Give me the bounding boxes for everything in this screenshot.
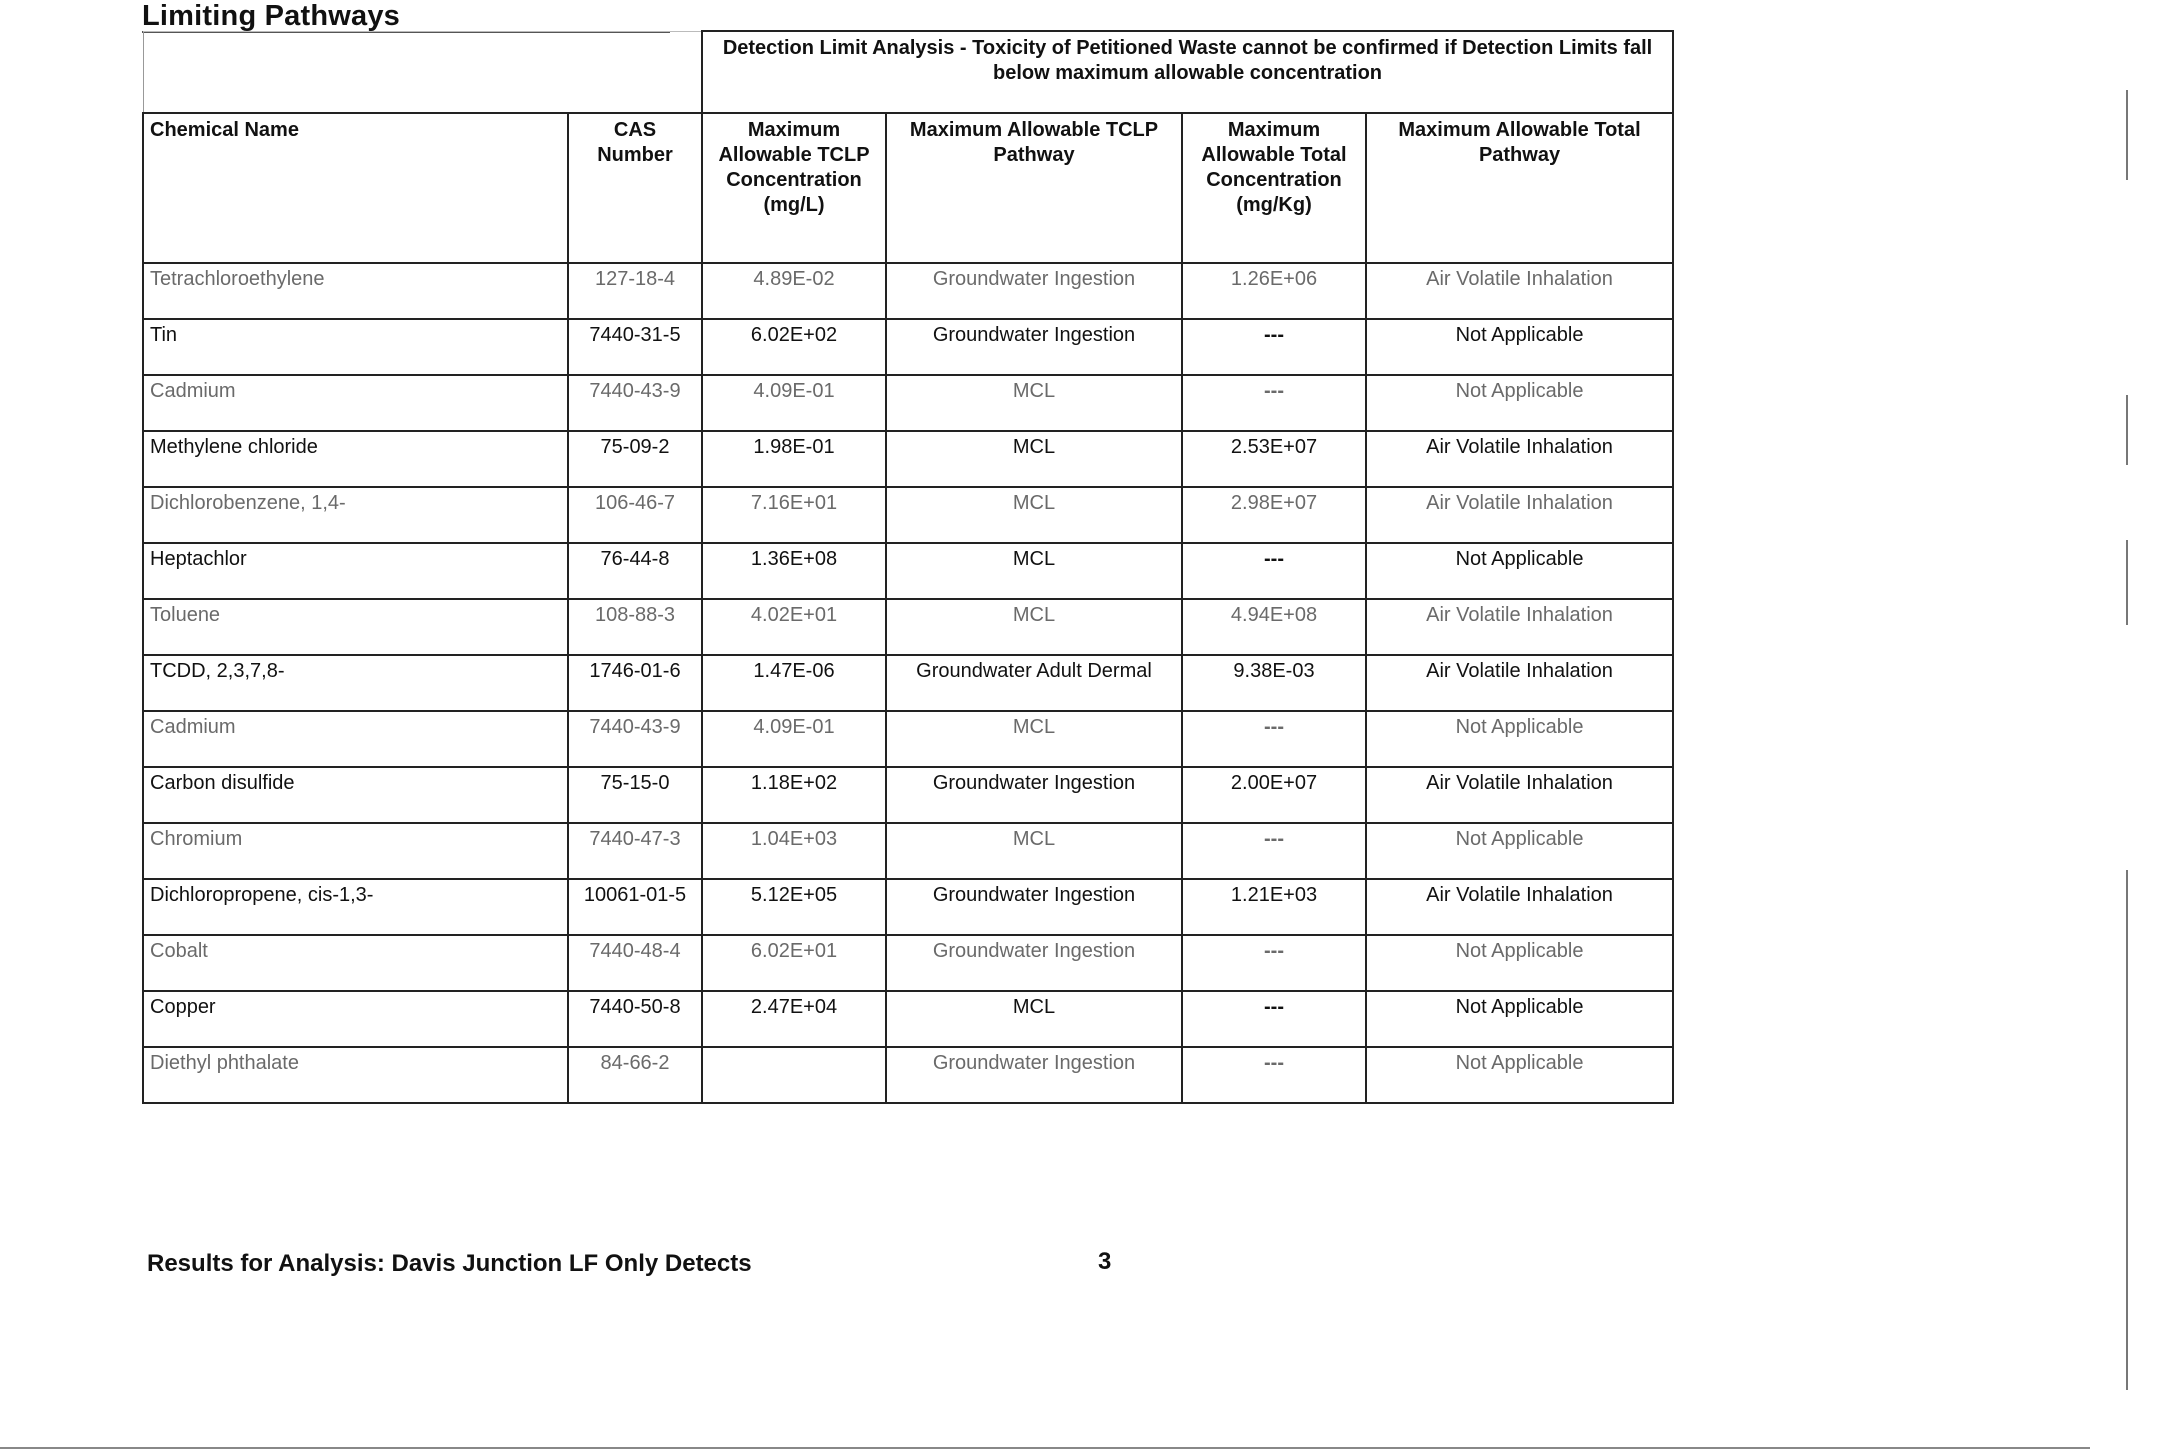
cell-max-tclp-concentration: 4.09E-01 (702, 711, 886, 767)
cell-max-tclp-concentration: 1.04E+03 (702, 823, 886, 879)
table-row (143, 543, 1673, 599)
page-number: 3 (1098, 1248, 1112, 1275)
cell-chemical-name: Dichloropropene, cis-1,3- (143, 879, 568, 935)
cell-max-tclp-concentration: 7.16E+01 (702, 487, 886, 543)
cell-max-total-concentration: --- (1182, 991, 1366, 1047)
cell-max-tclp-pathway: Groundwater Ingestion (886, 263, 1182, 319)
cell-max-total-pathway: Not Applicable (1366, 375, 1673, 431)
cell-max-total-pathway: Not Applicable (1366, 823, 1673, 879)
table-row (143, 375, 1673, 431)
cell-cas-number: 7440-47-3 (568, 823, 702, 879)
banner-empty-cell (143, 31, 702, 113)
cell-max-tclp-concentration: 4.09E-01 (702, 375, 886, 431)
cell-cas-number: 1746-01-6 (568, 655, 702, 711)
cell-max-tclp-concentration: 1.47E-06 (702, 655, 886, 711)
cell-max-total-concentration: 9.38E-03 (1182, 655, 1366, 711)
detection-limit-banner: Detection Limit Analysis - Toxicity of Petitioned Waste cannot be confirmed if Detection Limits fall below maximum allowable concentration (702, 31, 1673, 113)
margin-mark (2126, 90, 2128, 180)
cell-max-total-pathway: Air Volatile Inhalation (1366, 655, 1673, 711)
cell-cas-number: 75-09-2 (568, 431, 702, 487)
header-max-total-pathway: Maximum Allowable Total Pathway (1366, 113, 1673, 263)
cell-max-total-pathway: Air Volatile Inhalation (1366, 599, 1673, 655)
cell-cas-number: 7440-43-9 (568, 711, 702, 767)
cell-chemical-name: Carbon disulfide (143, 767, 568, 823)
cell-max-total-pathway: Not Applicable (1366, 935, 1673, 991)
cell-max-total-pathway: Air Volatile Inhalation (1366, 879, 1673, 935)
margin-mark (2126, 870, 2128, 1390)
cell-max-total-concentration: 2.98E+07 (1182, 487, 1366, 543)
footer-analysis-label: Results for Analysis: Davis Junction LF Only Detects (147, 1250, 752, 1277)
cell-chemical-name: Dichlorobenzene, 1,4- (143, 487, 568, 543)
cell-max-tclp-concentration: 4.89E-02 (702, 263, 886, 319)
cell-max-tclp-pathway: Groundwater Ingestion (886, 319, 1182, 375)
header-max-tclp-pathway: Maximum Allowable TCLP Pathway (886, 113, 1182, 263)
table-row (143, 991, 1673, 1047)
header-row (143, 113, 1673, 263)
table-row (143, 599, 1673, 655)
cell-max-total-concentration: --- (1182, 543, 1366, 599)
cell-max-tclp-pathway: MCL (886, 487, 1182, 543)
cell-max-total-concentration: --- (1182, 319, 1366, 375)
header-max-tclp-concentration: Maximum Allowable TCLP Concentration (mg/L) (702, 113, 886, 263)
cell-max-tclp-pathway: MCL (886, 711, 1182, 767)
cell-max-total-pathway: Air Volatile Inhalation (1366, 767, 1673, 823)
cell-max-total-pathway: Air Volatile Inhalation (1366, 263, 1673, 319)
cell-cas-number: 108-88-3 (568, 599, 702, 655)
cell-max-total-concentration: 2.00E+07 (1182, 767, 1366, 823)
cell-cas-number: 76-44-8 (568, 543, 702, 599)
cell-cas-number: 127-18-4 (568, 263, 702, 319)
cell-max-tclp-pathway: MCL (886, 599, 1182, 655)
cell-max-tclp-concentration: 5.12E+05 (702, 879, 886, 935)
cell-max-tclp-concentration: 4.02E+01 (702, 599, 886, 655)
cell-max-tclp-pathway: Groundwater Ingestion (886, 1047, 1182, 1103)
table-row (143, 1047, 1673, 1103)
cell-chemical-name: Chromium (143, 823, 568, 879)
cell-max-tclp-concentration: 6.02E+01 (702, 935, 886, 991)
cell-cas-number: 7440-48-4 (568, 935, 702, 991)
cell-max-total-pathway: Not Applicable (1366, 319, 1673, 375)
table-row (143, 711, 1673, 767)
header-max-total-concentration: Maximum Allowable Total Concentration (mg/Kg) (1182, 113, 1366, 263)
cell-chemical-name: Diethyl phthalate (143, 1047, 568, 1103)
table-row (143, 655, 1673, 711)
cell-cas-number: 106-46-7 (568, 487, 702, 543)
banner-row (143, 31, 1673, 113)
page-title: Limiting Pathways (142, 0, 400, 32)
cell-cas-number: 7440-50-8 (568, 991, 702, 1047)
cell-max-total-concentration: --- (1182, 823, 1366, 879)
cell-max-total-concentration: 2.53E+07 (1182, 431, 1366, 487)
cell-chemical-name: Toluene (143, 599, 568, 655)
cell-chemical-name: Tetrachloroethylene (143, 263, 568, 319)
cell-max-tclp-pathway: MCL (886, 431, 1182, 487)
cell-cas-number: 84-66-2 (568, 1047, 702, 1103)
cell-max-total-concentration: --- (1182, 935, 1366, 991)
cell-max-total-pathway: Not Applicable (1366, 543, 1673, 599)
margin-mark (2126, 395, 2128, 465)
cell-chemical-name: Methylene chloride (143, 431, 568, 487)
margin-mark (2126, 540, 2128, 625)
table-row (143, 487, 1673, 543)
cell-max-total-concentration: --- (1182, 711, 1366, 767)
cell-cas-number: 75-15-0 (568, 767, 702, 823)
cell-max-tclp-pathway: Groundwater Ingestion (886, 767, 1182, 823)
cell-max-tclp-concentration: 2.47E+04 (702, 991, 886, 1047)
limiting-pathways-table (142, 30, 1674, 1104)
cell-max-tclp-pathway: MCL (886, 543, 1182, 599)
cell-chemical-name: Cobalt (143, 935, 568, 991)
cell-cas-number: 10061-01-5 (568, 879, 702, 935)
cell-max-tclp-pathway: Groundwater Adult Dermal (886, 655, 1182, 711)
cell-max-total-pathway: Air Volatile Inhalation (1366, 431, 1673, 487)
cell-max-tclp-concentration: 1.36E+08 (702, 543, 886, 599)
cell-max-tclp-pathway: MCL (886, 991, 1182, 1047)
table-row (143, 823, 1673, 879)
cell-chemical-name: TCDD, 2,3,7,8- (143, 655, 568, 711)
cell-chemical-name: Heptachlor (143, 543, 568, 599)
table-row (143, 767, 1673, 823)
cell-max-total-concentration: --- (1182, 1047, 1366, 1103)
cell-max-total-concentration: 1.21E+03 (1182, 879, 1366, 935)
table-row (143, 263, 1673, 319)
header-cas-number: CAS Number (568, 113, 702, 263)
cell-max-total-pathway: Not Applicable (1366, 711, 1673, 767)
cell-max-tclp-pathway: MCL (886, 823, 1182, 879)
cell-max-tclp-pathway: MCL (886, 375, 1182, 431)
cell-max-total-concentration: --- (1182, 375, 1366, 431)
cell-max-tclp-pathway: Groundwater Ingestion (886, 879, 1182, 935)
table-row (143, 431, 1673, 487)
cell-max-tclp-pathway: Groundwater Ingestion (886, 935, 1182, 991)
cell-max-total-concentration: 1.26E+06 (1182, 263, 1366, 319)
cell-cas-number: 7440-43-9 (568, 375, 702, 431)
cell-max-total-concentration: 4.94E+08 (1182, 599, 1366, 655)
cell-max-tclp-concentration (702, 1047, 886, 1103)
cell-max-total-pathway: Not Applicable (1366, 1047, 1673, 1103)
table-row (143, 319, 1673, 375)
cell-max-total-pathway: Air Volatile Inhalation (1366, 487, 1673, 543)
header-chemical-name: Chemical Name (143, 113, 568, 263)
cell-max-total-pathway: Not Applicable (1366, 991, 1673, 1047)
cell-max-tclp-concentration: 1.98E-01 (702, 431, 886, 487)
cell-max-tclp-concentration: 1.18E+02 (702, 767, 886, 823)
table-row (143, 879, 1673, 935)
cell-chemical-name: Tin (143, 319, 568, 375)
cell-max-tclp-concentration: 6.02E+02 (702, 319, 886, 375)
table-row (143, 935, 1673, 991)
cell-chemical-name: Copper (143, 991, 568, 1047)
cell-chemical-name: Cadmium (143, 711, 568, 767)
bottom-rule (0, 1447, 2090, 1449)
cell-cas-number: 7440-31-5 (568, 319, 702, 375)
cell-chemical-name: Cadmium (143, 375, 568, 431)
